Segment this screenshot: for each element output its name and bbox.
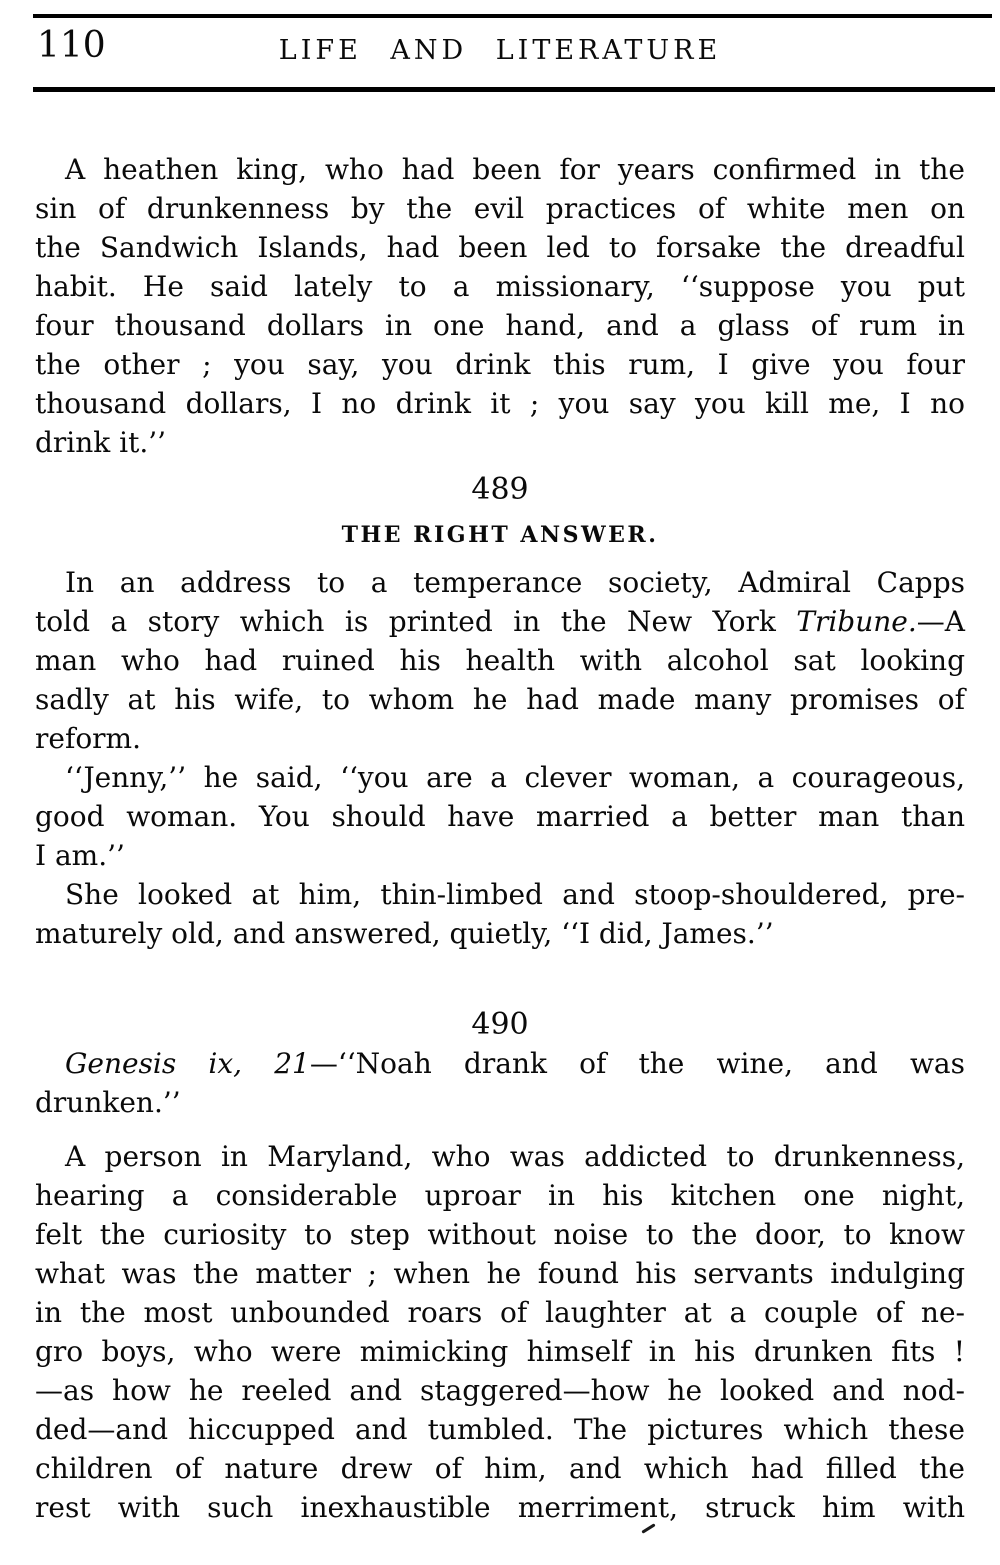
paragraph <box>35 150 965 462</box>
text-segment: rest with such inexhaustible merriment, struck him with <box>35 1491 965 1524</box>
text-segment: ‘‘Jenny,’’ he said, ‘‘you are a clever woman, a courageous, <box>65 761 965 794</box>
paragraph <box>35 1044 965 1122</box>
text-line <box>35 1410 965 1449</box>
text-line <box>35 189 965 228</box>
text-line <box>35 267 965 306</box>
text-segment: in the most unbounded roars of laughter at a couple of ne- <box>35 1296 965 1329</box>
text-segment: I am.’’ <box>35 839 125 872</box>
text-line <box>35 1332 965 1371</box>
text-segment: felt the curiosity to step without noise to the door, to know <box>35 1218 965 1251</box>
text-segment: She looked at him, thin-limbed and stoop-shouldered, pre- <box>65 878 965 911</box>
text-line <box>35 758 965 797</box>
text-segment: four thousand dollars in one hand, and a glass of rum in <box>35 309 965 342</box>
paragraph <box>35 758 965 875</box>
text-line <box>35 150 965 189</box>
text-segment: —‘‘Noah drank of the wine, and was <box>309 1047 965 1080</box>
text-line <box>35 797 965 836</box>
text-segment: children of nature drew of him, and which had filled the <box>35 1452 965 1485</box>
text-segment: the Sandwich Islands, had been led to forsake the dreadful <box>35 231 965 264</box>
text-segment: sadly at his wife, to whom he had made many promises of <box>35 683 965 716</box>
text-line <box>35 1137 965 1176</box>
text-segment: what was the matter ; when he found his servants indulging <box>35 1257 965 1290</box>
header-rule-bottom <box>33 87 995 92</box>
italic-text: Genesis ix, 21 <box>65 1047 310 1080</box>
text-line <box>35 641 965 680</box>
text-line <box>35 306 965 345</box>
text-line <box>35 1371 965 1410</box>
text-line <box>35 1215 965 1254</box>
text-segment: reform. <box>35 722 142 755</box>
text-line <box>35 719 965 758</box>
text-segment: A heathen king, who had been for years confirmed in the <box>65 153 965 186</box>
header-rule-top <box>33 14 992 18</box>
text-segment: maturely old, and answered, quietly, ‘‘I did, James.’’ <box>35 917 774 950</box>
text-segment: ded—and hiccupped and tumbled. The pictures which these <box>35 1413 965 1446</box>
text-segment: told a story which is printed in the New York <box>35 605 797 638</box>
text-line <box>35 1254 965 1293</box>
text-segment: In an address to a temperance society, Admiral Capps <box>65 566 965 599</box>
text-line <box>35 384 965 423</box>
paragraph <box>35 875 965 953</box>
italic-text: Tribune. <box>796 605 917 638</box>
text-segment: —A <box>916 605 965 638</box>
page-number: 110 <box>37 25 106 66</box>
text-segment: —as how he reeled and staggered—how he looked and nod- <box>35 1374 965 1407</box>
text-line <box>35 875 965 914</box>
text-segment: man who had ruined his health with alcohol sat looking <box>35 644 965 677</box>
text-line <box>35 1449 965 1488</box>
text-segment: hearing a considerable uproar in his kitchen one night, <box>35 1179 965 1212</box>
text-line <box>35 1488 965 1527</box>
text-line <box>35 1044 965 1083</box>
text-segment: sin of drunkenness by the evil practices of white men on <box>35 192 965 225</box>
text-line <box>35 914 965 953</box>
text-line <box>35 563 965 602</box>
text-line <box>35 423 965 462</box>
paragraph <box>35 1137 965 1527</box>
text-segment: drink it.’’ <box>35 426 167 459</box>
running-title: LIFE AND LITERATURE <box>278 35 722 66</box>
text-segment: thousand dollars, I no drink it ; you say you kill me, I no <box>35 387 965 420</box>
text-segment: habit. He said lately to a missionary, ‘‘suppose you put <box>35 270 965 303</box>
text-segment: good woman. You should have married a better man than <box>35 800 965 833</box>
section-number: 490 <box>471 1007 529 1042</box>
paragraph <box>35 563 965 758</box>
text-body <box>35 150 965 1527</box>
text-line <box>35 1293 965 1332</box>
text-segment: drunken.’’ <box>35 1086 181 1119</box>
text-segment: A person in Maryland, who was addicted to drunkenness, <box>65 1140 965 1173</box>
text-line <box>35 228 965 267</box>
text-line <box>35 836 965 875</box>
text-line <box>35 345 965 384</box>
heading: THE RIGHT ANSWER. <box>341 522 659 548</box>
text-line <box>35 680 965 719</box>
text-segment: the other ; you say, you drink this rum, I give you four <box>35 348 965 381</box>
text-line <box>35 1083 965 1122</box>
text-segment: gro boys, who were mimicking himself in his drunken fits ! <box>35 1335 965 1368</box>
text-line <box>35 602 965 641</box>
section-number: 489 <box>471 472 529 507</box>
text-line <box>35 1176 965 1215</box>
